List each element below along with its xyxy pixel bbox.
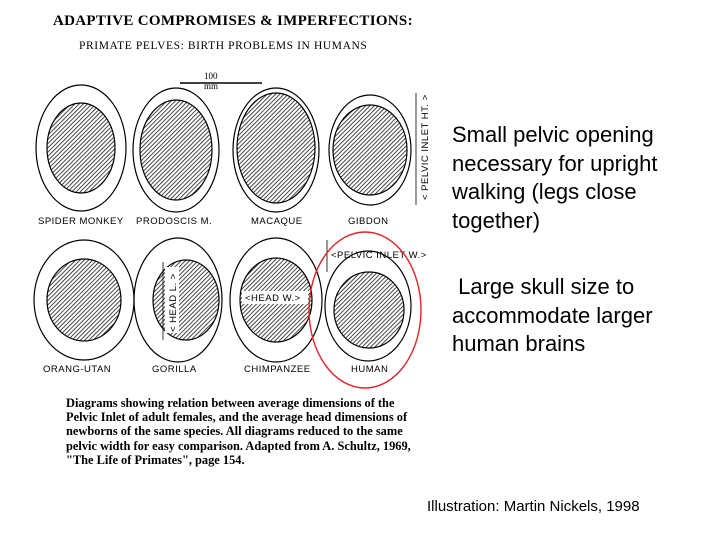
label-orangutan: ORANG-UTAN (43, 364, 112, 375)
newborn-head (47, 259, 121, 341)
newborn-head (237, 93, 315, 203)
newborn-head (47, 103, 115, 193)
pelvic-inlet-w-label: <PELVIC INLET W.> (331, 250, 427, 261)
label-proboscis-monkey: PRODOSCIS M. (136, 216, 213, 227)
label-chimpanzee: CHIMPANZEE (244, 364, 311, 375)
newborn-head (333, 105, 407, 195)
newborn-head (140, 100, 212, 200)
pelvis-spider-monkey (36, 85, 126, 211)
point-skull-size: Large skull size to accommodate larger human brains (452, 274, 659, 356)
point-pelvic-opening: Small pelvic opening necessary for upright walking (legs close together) (452, 122, 658, 233)
head-w-label: <HEAD W.> (245, 293, 301, 304)
label-gibbon: GIBDON (348, 216, 389, 227)
illustration-credit: Illustration: Martin Nickels, 1998 (427, 498, 640, 515)
figure-subtitle: PRIMATE PELVES: BIRTH PROBLEMS IN HUMANS (79, 40, 368, 52)
label-human: HUMAN (351, 364, 389, 375)
label-gorilla: GORILLA (152, 364, 197, 375)
head-l-label: < HEAD L. > (168, 273, 179, 332)
pelvic-inlet-ht-label: < PELVIC INLET HT. > (420, 94, 431, 200)
figure-title: ADAPTIVE COMPROMISES & IMPERFECTIONS: (53, 13, 413, 29)
pelvis-human (325, 251, 411, 361)
label-spider-monkey: SPIDER MONKEY (38, 216, 124, 227)
pelvis-orangutan (34, 240, 134, 360)
scale-label: 100 mm (204, 71, 219, 91)
pelvis-gibbon (329, 95, 411, 205)
pelvis-proboscis-monkey (133, 88, 219, 212)
figure-caption: Diagrams showing relation between average dimensions of the Pelvic Inlet of adult females, and the average head dimensions of newborns of the same species. All diagrams reduced to the same pelvic width for easy comparison. Adapted from A. Schultz, 1969, "The Life of Primates", page 154. (66, 396, 411, 467)
newborn-head (334, 272, 404, 348)
label-macaque: MACAQUE (251, 216, 303, 227)
pelvis-macaque (233, 88, 319, 212)
